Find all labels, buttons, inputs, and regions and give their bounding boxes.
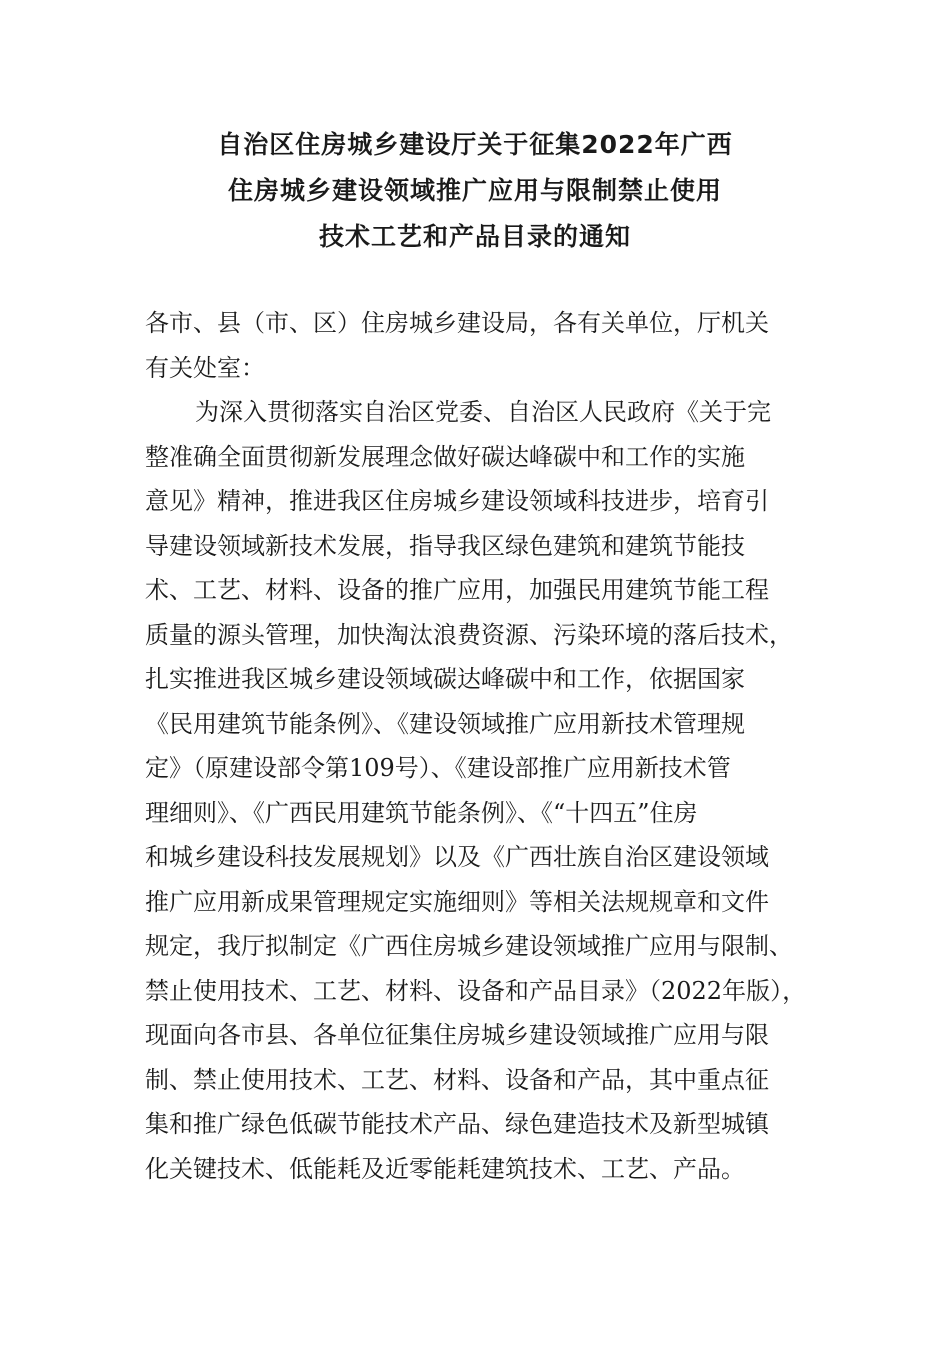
paragraph-line: 制、禁止使用技术、工艺、材料、设备和产品，其中重点征 — [145, 1065, 769, 1094]
paragraph-line: 质量的源头管理，加快淘汰浪费资源、污染环境的落后技术， — [145, 620, 793, 649]
paragraph-line: 现面向各市县、各单位征集住房城乡建设领域推广应用与限 — [145, 1021, 769, 1049]
title-line: 技术工艺和产品目录的通知 — [318, 222, 631, 251]
paragraph-line: 导建设领域新技术发展，指导我区绿色建筑和建筑节能技 — [145, 531, 745, 560]
paragraph-line: 整准确全面贯彻新发展理念做好碳达峰碳中和工作的实施 — [145, 442, 745, 471]
salutation-line: 有关处室： — [145, 353, 265, 382]
paragraph-line: 理细则》、《广西民用建筑节能条例》、《“十四五”住房 — [145, 798, 698, 827]
title-line: 自治区住房城乡建设厅关于征集2022年广西 — [217, 130, 733, 159]
paragraph-line: 术、工艺、材料、设备的推广应用，加强民用建筑节能工程 — [145, 576, 769, 604]
title-line: 住房城乡建设领域推广应用与限制禁止使用 — [227, 176, 722, 205]
paragraph-line: 推广应用新成果管理规定实施细则》等相关法规规章和文件 — [145, 887, 769, 916]
document-body — [145, 301, 810, 1191]
paragraph-line: 和城乡建设科技发展规划》以及《广西壮族自治区建设领域 — [145, 843, 769, 871]
paragraph-line: 《民用建筑节能条例》、《建设领域推广应用新技术管理规 — [145, 709, 745, 738]
paragraph-line: 意见》精神，推进我区住房城乡建设领域科技进步，培育引 — [145, 487, 769, 515]
paragraph-line: 扎实推进我区城乡建设领域碳达峰碳中和工作，依据国家 — [145, 665, 745, 693]
document-title — [0, 122, 950, 260]
paragraph-line: 禁止使用技术、工艺、材料、设备和产品目录》（2022年版）， — [145, 976, 807, 1005]
salutation-line: 各市、县（市、区）住房城乡建设局，各有关单位，厅机关 — [145, 309, 769, 337]
paragraph-line: 集和推广绿色低碳节能技术产品、绿色建造技术及新型城镇 — [145, 1110, 769, 1138]
paragraph-line: 定》（原建设部令第109号）、《建设部推广应用新技术管 — [145, 754, 731, 782]
paragraph-line: 化关键技术、低能耗及近零能耗建筑技术、工艺、产品。 — [145, 1154, 745, 1183]
paragraph-line: 规定，我厅拟制定《广西住房城乡建设领域推广应用与限制、 — [145, 932, 793, 960]
paragraph-line: 为深入贯彻落实自治区党委、自治区人民政府《关于完 — [195, 398, 771, 426]
